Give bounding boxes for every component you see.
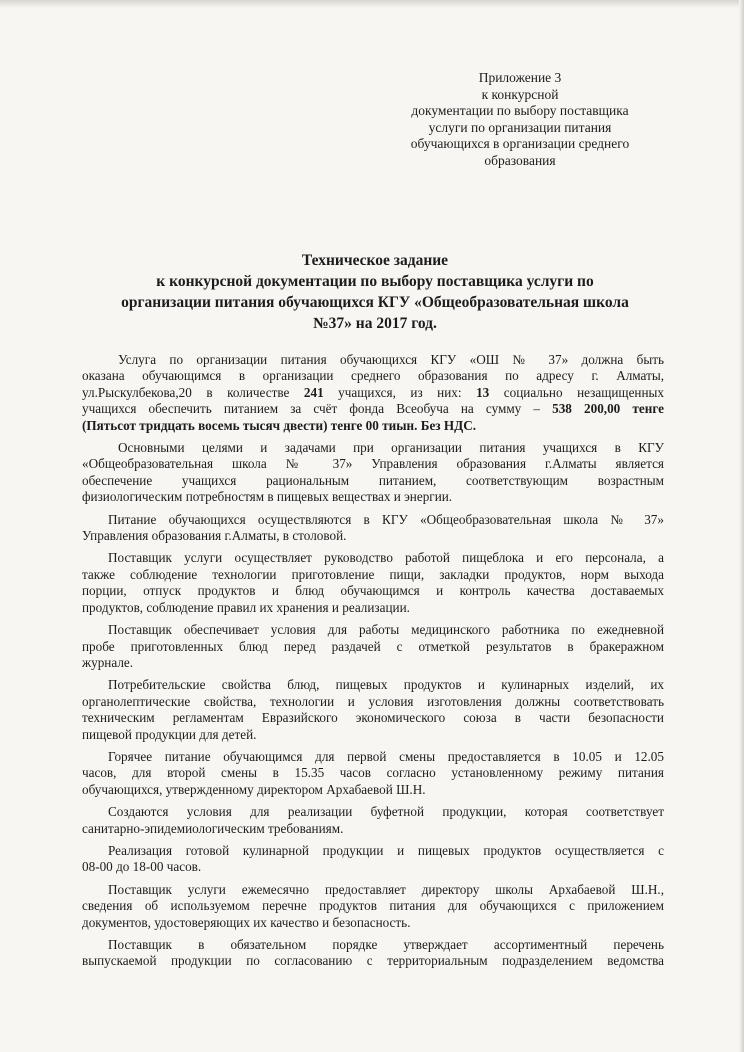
text-line: документов, удостоверяющих их качество и безопасность.	[82, 914, 411, 930]
text-line: «Общеобразовательная школа № 37» Управления образования г.Алматы является	[82, 456, 664, 472]
text-line: Поставщик услуги осуществляет руководство работой пищеблока и его персонала, а	[108, 550, 664, 566]
text-line: пробе приготовленных блюд перед раздачей с отметкой результатов в бракеражном	[82, 638, 664, 654]
text-line: Основными целями и задачами при организации питания учащихся в КГУ	[118, 440, 664, 456]
text-line: обучающихся, утвержденному директором Архабаевой Ш.Н.	[82, 781, 426, 797]
text-line: 08-00 до 18-00 часов.	[82, 859, 202, 875]
paragraph-reporting	[82, 882, 664, 931]
text-line: также соблюдение технологии приготовление пищи, закладки продуктов, норм выхода	[82, 566, 664, 582]
text-line: сведения об используемом перечне продуктов питания для обучающихся с приложением	[82, 898, 664, 914]
paragraph-supplier-management	[82, 550, 664, 616]
appendix-line: к конкурсной	[481, 86, 559, 102]
text-line: Поставщик в обязательном порядке утверждает ассортиментный перечень	[108, 937, 664, 952]
paragraph-hours	[82, 843, 664, 876]
text-line: Услуга по организации питания обучающихся КГУ «ОШ № 37» должна быть	[118, 352, 664, 367]
appendix-line: услуги по организации питания	[428, 119, 612, 135]
appendix-line: образования	[484, 152, 556, 168]
text-line: органолептические свойства, технологии и условия изготовления должны соответствовать	[82, 693, 664, 709]
text-line: Потребительские свойства блюд, пищевых продуктов и кулинарных изделий, их	[108, 677, 664, 693]
paragraph-goals	[82, 440, 664, 506]
text-line: санитарно-эпидемиологическим требованиям.	[82, 820, 344, 836]
scan-edge-right	[739, 0, 744, 1052]
title-line: организации питания обучающихся КГУ «Общеобразовательная школа	[121, 294, 629, 311]
appendix-line: Приложение 3	[478, 70, 562, 85]
disadvantaged-count: 13	[476, 384, 490, 400]
text-line: порции, отпуск продуктов и блюд обучающимся и контроль качества доставаемых	[82, 583, 664, 599]
paragraph-medical	[82, 622, 664, 671]
text-line: продуктов, соблюдение правил их хранения и реализации.	[82, 599, 410, 615]
text-line: часов, для второй смены в 15.35 часов согласно установленному режиму питания	[82, 765, 664, 781]
document-title	[60, 250, 690, 334]
paragraph-buffet	[82, 804, 664, 837]
text-line: Поставщик обеспечивает условия для работы медицинского работника по ежедневной	[108, 622, 664, 638]
text-line: Питание обучающихся осуществляются в КГУ «Общеобразовательная школа № 37»	[108, 511, 664, 527]
text-line: ул.Рыскулбекова,20 в количестве 241 учащихся, из них: 13 социально незащищенных	[82, 384, 664, 400]
contract-amount: 538 200,00 тенге	[552, 401, 664, 417]
text-line: Поставщик услуги ежемесячно предоставляет директору школы Архабаевой Ш.Н.,	[108, 881, 664, 897]
paragraph-location	[82, 512, 664, 545]
appendix-line: обучающихся в организации среднего	[410, 136, 630, 151]
text-line: оказана обучающимся в организации среднего образования по адресу г. Алматы,	[82, 368, 664, 384]
amount-in-words: (Пятьсот тридцать восемь тысяч двести) тенге 00 тиын. Без НДС.	[82, 417, 477, 433]
title-line: Техническое задание	[301, 252, 449, 269]
text-line: техническим регламентам Евразийского экономического союза в части безопасности	[82, 710, 664, 726]
appendix-line: документации по выбору поставщика	[411, 103, 629, 118]
text-line: физиологическим потребностям в пищевых веществах и энергии.	[82, 489, 453, 505]
title-line: №37» на 2017 год.	[313, 315, 437, 332]
paragraph-consumer-properties	[82, 677, 664, 743]
text-line: выпускаемой продукции по согласованию с территориальным подразделением ведомства	[82, 953, 664, 969]
appendix-block	[395, 70, 645, 169]
text-line: Управления образования г.Алматы, в столовой.	[82, 528, 347, 544]
text-line: журнале.	[82, 654, 134, 670]
text-line: пищевой продукции для детей.	[82, 726, 257, 742]
paragraph-assortment	[82, 937, 664, 970]
text-line: Горячее питание обучающимся для первой смены предоставляется в 10.05 и 12.05	[108, 748, 664, 764]
student-count: 241	[303, 384, 324, 400]
title-line: к конкурсной документации по выбору поставщика услуги по	[156, 273, 594, 290]
scan-edge-top	[0, 0, 744, 8]
text-line: Создаются условия для реализации буфетной продукции, которая соответствует	[108, 804, 664, 820]
text-line: учащихся обеспечить питанием за счёт фонда Всеобуча на сумму – 538 200,00 тенге	[82, 401, 664, 417]
paragraph-service	[82, 352, 664, 434]
document-body	[82, 352, 664, 976]
text-line: Реализация готовой кулинарной продукции и пищевых продуктов осуществляется с	[108, 842, 664, 858]
text-line: обеспечение учащихся рациональным питанием, соответствующим возрастным	[82, 472, 664, 488]
paragraph-schedule	[82, 749, 664, 798]
text-line	[82, 418, 664, 434]
